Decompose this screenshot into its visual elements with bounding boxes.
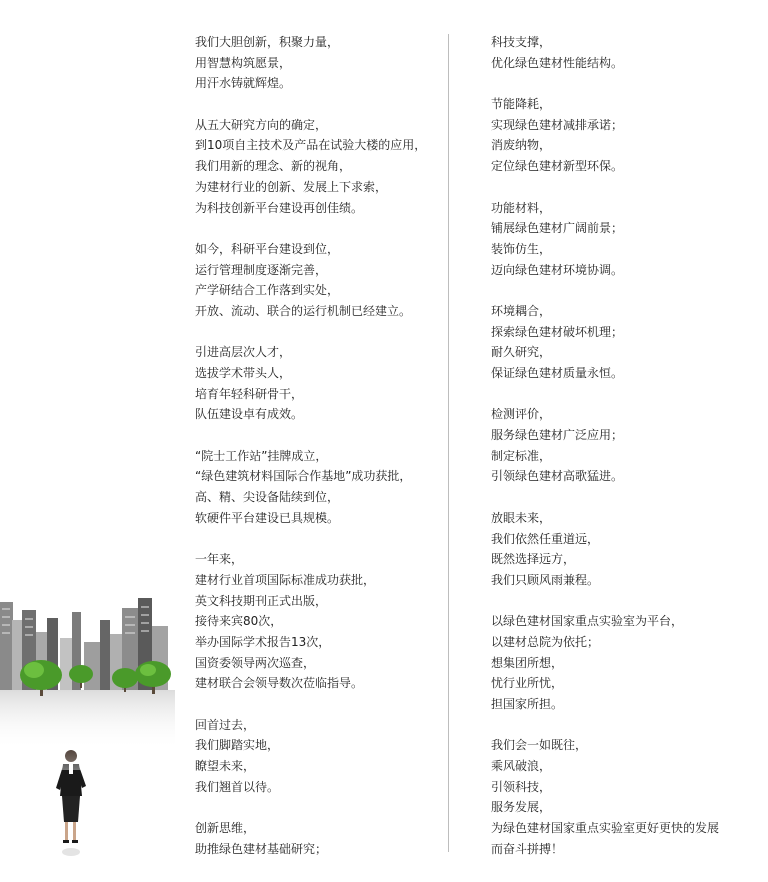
stanza-gap	[195, 425, 443, 446]
right-stanza	[491, 735, 761, 859]
poem-line: 服务发展，	[491, 800, 552, 815]
right-stanza	[491, 32, 761, 73]
poem-line: 培育年轻科研骨干，	[195, 386, 304, 401]
poem-line: 一年来，	[195, 552, 244, 567]
poem-line: “院士工作站”挂牌成立，	[195, 448, 328, 463]
poem-line: 铺展绿色建材广阔前景；	[491, 221, 624, 236]
stanza-gap	[195, 694, 443, 715]
poem-line: 节能降耗，	[491, 97, 552, 112]
poem-line: 迈向绿色建材环境协调。	[491, 262, 624, 277]
poem-line: 我们依然任重道远，	[491, 531, 600, 546]
stanza-gap	[195, 94, 443, 115]
poem-line: 以建材总院为依托；	[491, 634, 600, 649]
stanza-gap	[491, 715, 761, 736]
left-stanza	[195, 115, 443, 218]
poem-line: 举办国际学术报告13次，	[195, 634, 331, 649]
poem-line: 装饰仿生，	[491, 241, 552, 256]
poem-line: 产学研结合工作落到实处，	[195, 283, 340, 298]
poem-line: 忧行业所忧，	[491, 676, 564, 691]
poem-line: 助推绿色建材基础研究；	[195, 841, 328, 856]
poem-line: 开放、流动、联合的运行机制已经建立。	[195, 303, 412, 318]
poem-line: 高、精、尖设备陆续到位，	[195, 490, 340, 505]
stanza-gap	[195, 529, 443, 550]
poem-line: 环境耦合，	[491, 303, 552, 318]
poem-line: 服务绿色建材广泛应用；	[491, 428, 624, 443]
stanza-gap	[491, 591, 761, 612]
poem-line: 选拔学术带头人，	[195, 366, 292, 380]
poem-line: 瞭望未来，	[195, 759, 256, 774]
left-stanza	[195, 446, 443, 529]
poem-line: 如今，科研平台建设到位，	[195, 241, 340, 256]
poem-line: 我们大胆创新，积聚力量，	[195, 35, 340, 49]
poem-line: 队伍建设卓有成效。	[195, 407, 304, 422]
poem-line: 建材联合会领导数次莅临指导。	[195, 676, 364, 691]
poem-line: 建材行业首项国际标准成功获批，	[195, 572, 376, 587]
right-stanza	[491, 94, 761, 177]
poem-line: 优化绿色建材性能结构。	[491, 55, 624, 70]
poem-line: 国资委领导两次巡查，	[195, 655, 316, 670]
poem-line: 引进高层次人才，	[195, 345, 292, 360]
poem-line: 创新思维，	[195, 821, 256, 836]
poem-line: 以绿色建材国家重点实验室为平台，	[491, 614, 684, 629]
right-poem-column	[491, 32, 761, 860]
stanza-gap	[491, 487, 761, 508]
stanza-gap	[195, 797, 443, 818]
poem-line: 用汗水铸就辉煌。	[195, 76, 292, 91]
poem-line: 我们脚踏实地，	[195, 738, 280, 753]
left-stanza	[195, 715, 443, 798]
stanza-gap	[491, 384, 761, 405]
right-stanza	[491, 611, 761, 714]
poem-line: “绿色建筑材料国际合作基地”成功获批，	[195, 469, 412, 484]
poem-line: 既然选择远方，	[491, 552, 576, 567]
poem-line: 从五大研究方向的确定，	[195, 117, 328, 132]
stanza-gap	[491, 177, 761, 198]
poem-line: 乘风破浪，	[491, 759, 552, 774]
poem-line: 到10项自主技术及产品在试验大楼的应用，	[195, 138, 427, 153]
poem-line: 耐久研究，	[491, 345, 552, 360]
city-businesswoman-illustration	[0, 590, 175, 882]
column-divider	[448, 34, 449, 852]
poem-line: 放眼未来，	[491, 510, 552, 525]
poem-line: 保证绿色建材质量永恒。	[491, 366, 624, 380]
right-stanza	[491, 404, 761, 487]
poem-line: 我们只顾风雨兼程。	[491, 572, 600, 587]
poem-line: 检测评价，	[491, 407, 552, 422]
right-stanza	[491, 301, 761, 384]
poem-line: 我们翘首以待。	[195, 779, 280, 794]
left-stanza	[195, 818, 443, 859]
stanza-gap	[195, 322, 443, 343]
poem-line: 用智慧构筑愿景，	[195, 55, 292, 70]
right-stanza	[491, 198, 761, 281]
poem-line: 软硬件平台建设已具规模。	[195, 510, 340, 525]
poem-line: 引领绿色建材高歌猛进。	[491, 469, 624, 484]
poem-line: 英文科技期刊正式出版，	[195, 593, 328, 608]
poem-line: 定位绿色建材新型环保。	[491, 159, 624, 174]
poem-line: 为建材行业的创新、发展上下求索，	[195, 179, 388, 194]
poem-line: 为绿色建材国家重点实验室更好更快的发展	[491, 821, 720, 836]
stanza-gap	[491, 280, 761, 301]
poem-line: 接待来宾80次，	[195, 614, 283, 629]
poem-line: 科技支撑，	[491, 35, 552, 49]
left-stanza	[195, 549, 443, 694]
stanza-gap	[195, 218, 443, 239]
left-stanza	[195, 342, 443, 425]
poem-line: 我们会一如既往，	[491, 738, 588, 753]
poem-line: 功能材料，	[491, 200, 552, 215]
left-poem-column	[195, 32, 443, 860]
right-stanza	[491, 508, 761, 591]
left-stanza	[195, 32, 443, 94]
poem-line: 担国家所担。	[491, 697, 564, 711]
stanza-gap	[491, 73, 761, 94]
poem-line: 回首过去，	[195, 717, 256, 732]
poem-line: 而奋斗拼搏！	[491, 841, 564, 856]
poem-line: 引领科技，	[491, 779, 552, 794]
poem-line: 探索绿色建材破坏机理；	[491, 324, 624, 339]
poem-line: 我们用新的理念、新的视角，	[195, 159, 352, 174]
poem-line: 想集团所想，	[491, 655, 564, 670]
poem-line: 运行管理制度逐渐完善，	[195, 262, 328, 277]
poem-line: 制定标准，	[491, 448, 552, 463]
poem-line: 为科技创新平台建设再创佳绩。	[195, 200, 364, 215]
left-stanza	[195, 239, 443, 322]
poem-line: 消废纳物，	[491, 138, 552, 153]
poem-line: 实现绿色建材减排承诺；	[491, 117, 624, 132]
